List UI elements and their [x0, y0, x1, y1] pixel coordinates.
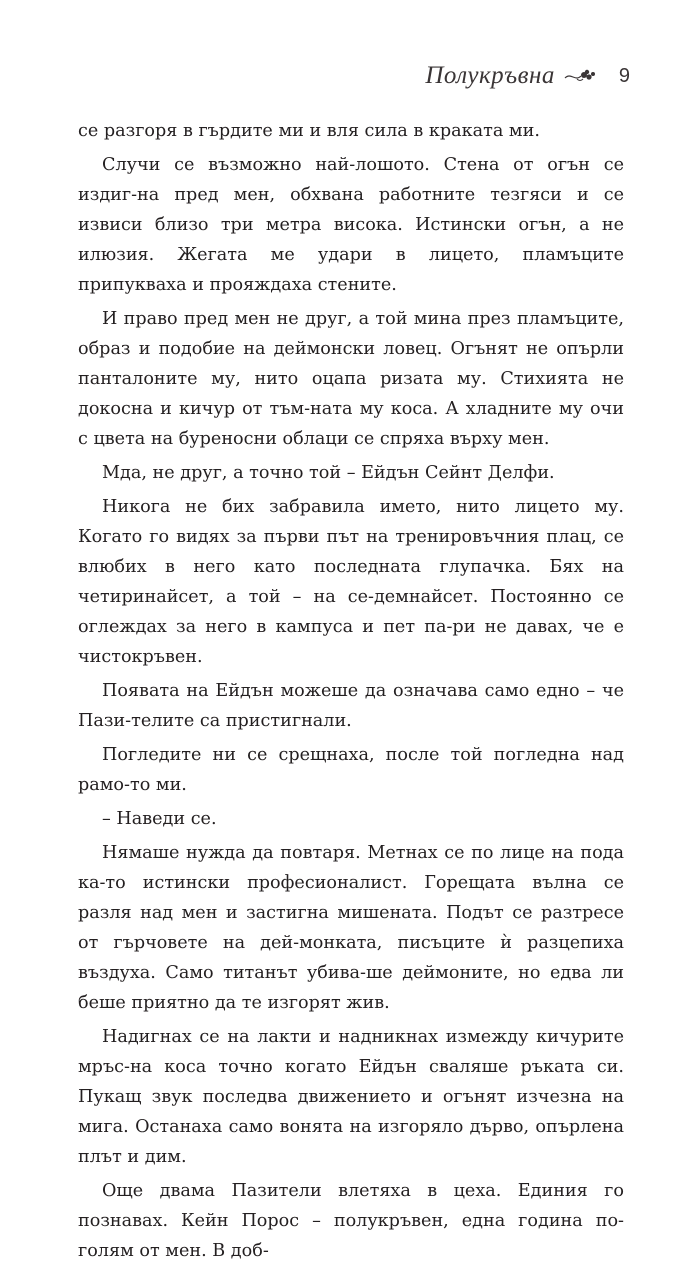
running-title: Полукръвна — [425, 62, 555, 89]
floral-ornament-icon — [563, 68, 597, 84]
paragraph: Случи се възможно най-лошото. Стена от огън се издиг-на пред мен, обхвана работните тезгяси и се извиси близо три метра висока. Истински огън, а не илюзия. Жегата ме удари в лицето, пламъците припукваха и прояждаха стените. — [78, 155, 624, 295]
paragraph: Никога не бих забравила името, нито лицето му. Когато го видях за първи път на тренировъчния плац, се влюбих в него като последната глупачка. Бях на четиринайсет, а той – на се-демнайсет. Постоянно се оглеждах за него в кампуса и пет па-ри не давах, че е чистокръвен. — [78, 497, 624, 667]
paragraph: Мда, не друг, а точно той – Ейдън Сейнт Делфи. — [102, 463, 555, 483]
paragraph: – Наведи се. — [102, 809, 217, 829]
page-number: 9 — [618, 64, 630, 87]
paragraph: Надигнах се на лакти и надникнах измежду кичурите мръс-на коса точно когато Ейдън сваляше ръката си. Пукащ звук последва движението и огънят изчезна на мига. Останаха само вонята на изгоряло дърво, опърлена плът и дим. — [78, 1027, 624, 1167]
paragraph: И право пред мен не друг, а той мина през пламъците, образ и подобие на деймонски ловец. Огънят не опърли панталоните му, нито оцапа ризата му. Стихията не докосна и кичур от тъм-ната му коса. А хладните му очи с цвета на буреносни облаци се спряха върху мен. — [78, 309, 624, 449]
body-text — [78, 116, 624, 1270]
paragraph: Още двама Пазители влетяха в цеха. Единия го познавах. Кейн Порос – полукръвен, една година по-голям от мен. В доб- — [78, 1181, 624, 1261]
paragraph: Нямаше нужда да повтаря. Метнах се по лице на пода ка-то истински професионалист. Горещата вълна се разля над мен и застигна мишената. Подът се разтресе от гърчовете на дей-монката, писъците ѝ разцепиха въздуха. Само титанът убива-ше деймоните, но едва ли беше приятно да те изгорят жив. — [78, 843, 624, 1013]
paragraph: се разгоря в гърдите ми и вля сила в краката ми. — [78, 121, 540, 141]
paragraph: Появата на Ейдън можеше да означава само едно – че Пази-телите са пристигнали. — [78, 681, 624, 731]
paragraph: Погледите ни се срещнаха, после той погледна над рамо-то ми. — [78, 745, 624, 795]
running-header — [425, 58, 630, 94]
